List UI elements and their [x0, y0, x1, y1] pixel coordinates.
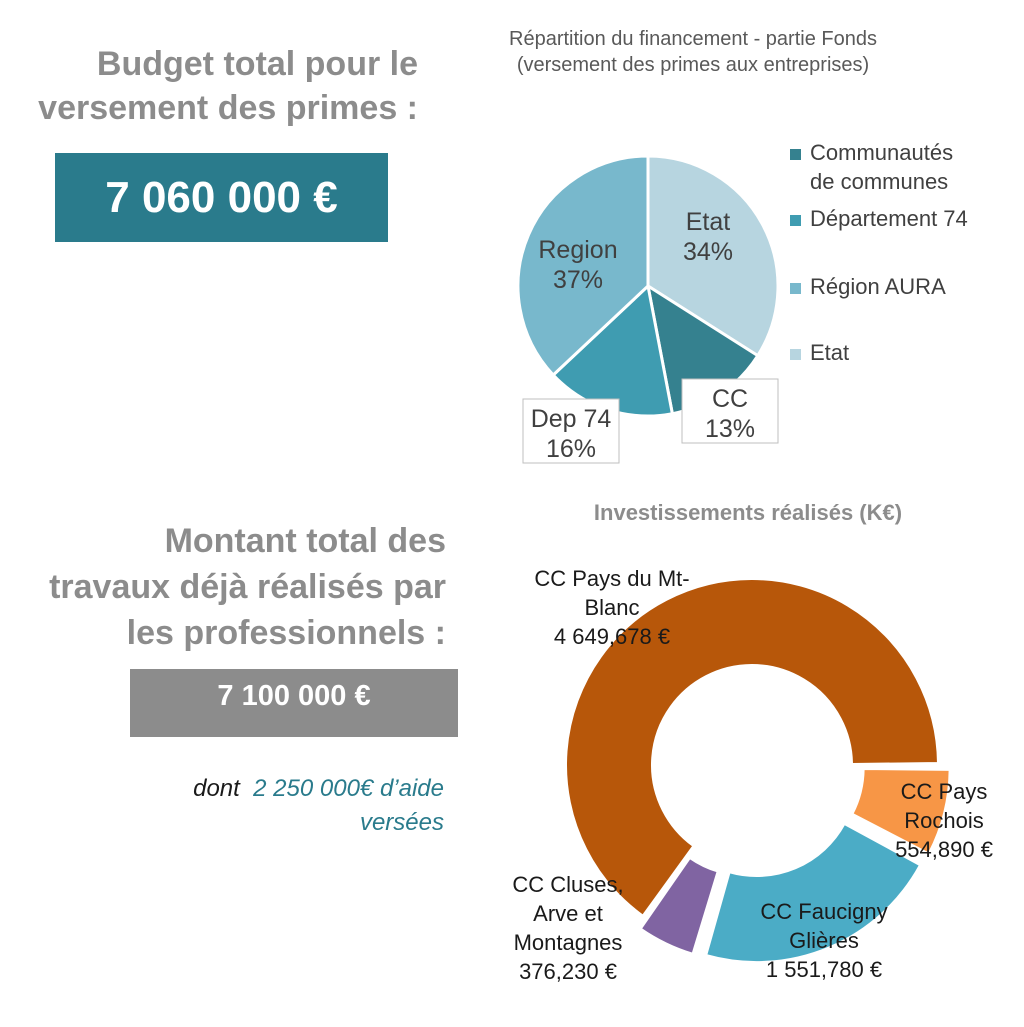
pie-pct-cc: 13% — [704, 415, 756, 443]
aide-note-amount: 2 250 000€ d’aide — [253, 775, 444, 802]
donut-chart — [512, 566, 993, 984]
donut-label-cc-faucigny-glieres-line1: CC Faucigny — [760, 899, 888, 924]
travaux-title-line3: les professionnels : — [126, 614, 446, 652]
legend-label: Etat — [810, 340, 850, 365]
legend-label: Département 74 — [810, 206, 968, 231]
pie-pct-dep-74: 16% — [545, 435, 597, 463]
budget-title-line1: Budget total pour le — [96, 45, 418, 83]
travaux-title-line1: Montant total des — [164, 522, 446, 560]
donut-label-cc-pays-du-mt-blanc-line3: 4 649,678 € — [553, 624, 671, 649]
travaux-title-line2: travaux déjà réalisés par — [49, 568, 446, 606]
donut-label-cc-pays-du-mt-blanc-line2: Blanc — [584, 595, 640, 620]
pie-pct-etat: 34% — [682, 238, 734, 266]
aide-note-prefix: dont — [193, 775, 240, 802]
donut-label-cc-cluses-arve-et-montagnes-line3: Montagnes — [513, 930, 623, 955]
pie-pct-region: 37% — [552, 266, 604, 294]
budget-amount: 7 060 000 € — [105, 173, 338, 222]
donut-label-cc-cluses-arve-et-montagnes-line4: 376,230 € — [519, 959, 617, 984]
donut-chart-title: Investissements réalisés (K€) — [593, 500, 903, 525]
legend-label-line2: de communes — [810, 169, 949, 194]
aide-note-suffix: versées — [359, 809, 444, 836]
pie-label-cc: CC — [711, 385, 749, 413]
donut-label-cc-cluses-arve-et-montagnes-line2: Arve et — [533, 901, 603, 926]
pie-chart — [518, 156, 778, 463]
pie-label-region: Region — [538, 236, 618, 264]
donut-label-cc-faucigny-glieres-line2: Glières — [789, 928, 859, 953]
donut-label-cc-pays-rochois-line1: CC Pays — [900, 779, 988, 804]
donut-label-cc-pays-du-mt-blanc-line1: CC Pays du Mt- — [534, 566, 690, 591]
pie-label-dep-74: Dep 74 — [530, 405, 612, 433]
pie-title-line1: Répartition du financement - partie Fonds — [509, 28, 877, 50]
budget-title-line2: versement des primes : — [38, 89, 418, 127]
donut-label-cc-cluses-arve-et-montagnes-line1: CC Cluses, — [512, 872, 624, 897]
legend-label-line1: Communautés — [810, 140, 954, 165]
pie-label-etat: Etat — [685, 208, 731, 236]
legend-label: Région AURA — [810, 274, 946, 299]
pie-title-line2: (versement des primes aux entreprises) — [516, 54, 870, 76]
donut-label-cc-pays-rochois-line2: Rochois — [904, 808, 984, 833]
donut-label-cc-faucigny-glieres-line3: 1 551,780 € — [765, 957, 883, 982]
travaux-amount: 7 100 000 € — [217, 680, 371, 712]
donut-label-cc-pays-rochois-line3: 554,890 € — [895, 837, 993, 862]
